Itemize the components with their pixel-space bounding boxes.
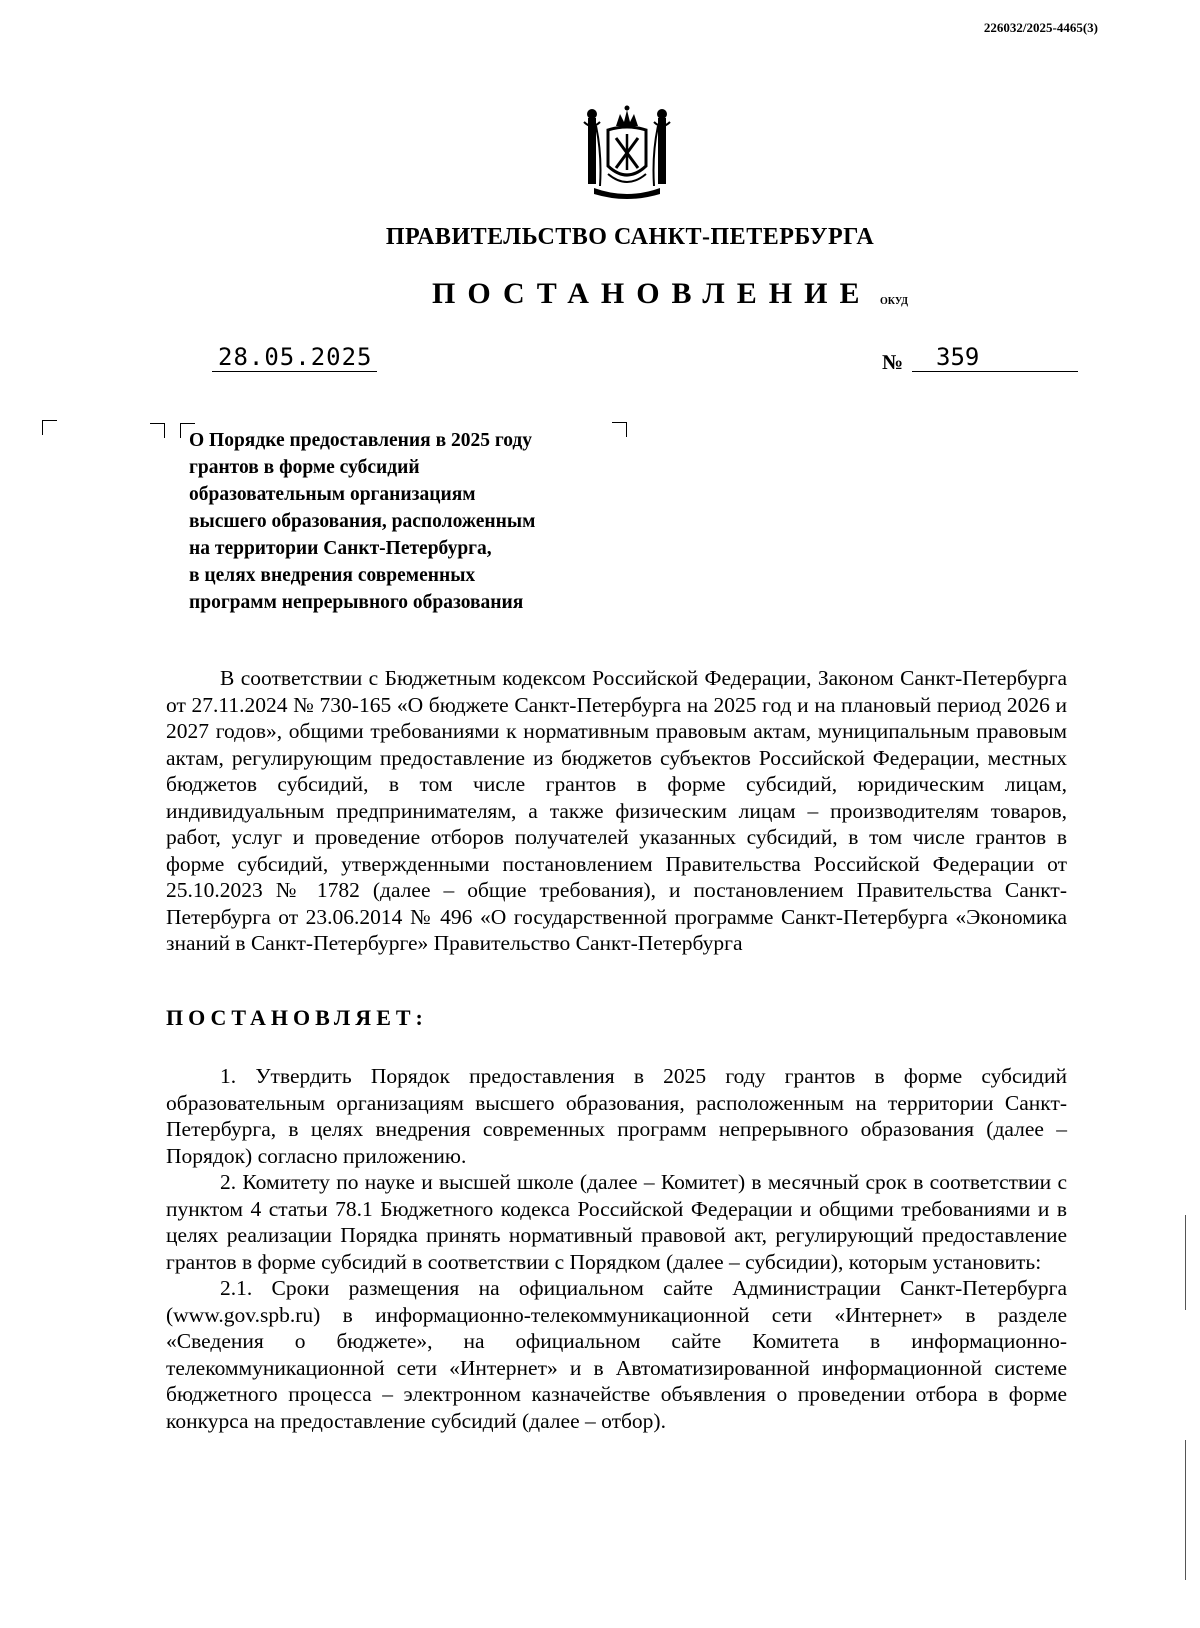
document-registration-number: 226032/2025-4465(3) xyxy=(983,20,1098,35)
preamble-paragraph: В соответствии с Бюджетным кодексом Российской Федерации, Законом Санкт-Петербурга от 27.11.2024 № 730-165 «О бюджете Санкт-Петербурга на 2025 год и на плановый период 2026 и 2027 годов», общими требованиями к нормативным правовым актам, муниципальным правовым актам, регулирующим предоставление из бюджетов субъектов Российской Федерации, местных бюджетов субсидий, в том числе грантов в форме субсидий, юридическим лицам, индивидуальным предпринимателям, а также физическим лицам – производителям товаров, работ, услуг и проведение отборов получателей указанных субсидий, в том числе грантов в форме субсидий, утвержденными постановлением Правительства Российской Федерации от 25.10.2023 № 1782 (далее – общие требования), и постановлением Правительства Санкт-Петербурга от 23.06.2014 № 496 «О государственной программе Санкт-Петербурга «Экономика знаний в Санкт-Петербурге» Правительство Санкт-Петербурга xyxy=(166,666,1067,955)
document-date: 28.05.2025 xyxy=(212,343,377,372)
document-subject xyxy=(189,427,629,616)
government-heading: ПРАВИТЕЛЬСТВО САНКТ-ПЕТЕРБУРГА xyxy=(385,224,875,250)
resolves-heading: ПОСТАНОВЛЯЕТ: xyxy=(166,1005,428,1030)
resolution-item: 2. Комитету по науке и высшей школе (далее – Комитет) в месячный срок в соответствии с пунктом 4 статьи 78.1 Бюджетного кодекса Российской Федерации и общими требованиями и в целях реализации Порядка принять нормативный правовой акт, регулирующий предоставление грантов в форме субсидий в соответствии с Порядком (далее – субсидии), которым установить: xyxy=(166,1170,1067,1274)
subject-line: высшего образования, расположенным xyxy=(189,511,536,532)
scan-edge-line xyxy=(1185,1440,1186,1580)
subject-line: образовательным организациям xyxy=(189,484,476,505)
number-label: № xyxy=(882,350,904,374)
subject-line: грантов в форме субсидий xyxy=(189,457,420,478)
resolution-item: 1. Утвердить Порядок предоставления в 2025 году грантов в форме субсидий образовательным организациям высшего образования, расположенным на территории Санкт-Петербурга, в целях внедрения современных программ непрерывного образования (далее – Порядок) согласно приложению. xyxy=(166,1064,1067,1168)
subject-line: на территории Санкт-Петербурга, xyxy=(189,538,492,559)
document-number: 359 xyxy=(912,343,1078,372)
resolution-item: 2.1. Сроки размещения на официальном сайте Администрации Санкт-Петербурга (www.gov.spb.ru) в информационно-телекоммуникационной сети «Интернет» в разделе «Сведения о бюджете», на официальном сайте Комитета в информационно-телекоммуникационной сети «Интернет» и в Автоматизированной информационной системе бюджетного процесса – электронном казначействе объявления о проведении отбора в форме конкурса на предоставление субсидий (далее – отбор). xyxy=(166,1276,1067,1433)
okud-label: ОКУД xyxy=(880,296,909,307)
subject-line: программ непрерывного образования xyxy=(189,592,524,613)
preamble-section xyxy=(166,665,1067,957)
subject-line: О Порядке предоставления в 2025 году xyxy=(189,430,533,451)
resolution-items xyxy=(166,1063,1067,1434)
document-type-heading: ПОСТАНОВЛЕНИЕ xyxy=(432,277,872,310)
scan-edge-line xyxy=(1185,1215,1186,1310)
coat-of-arms-icon xyxy=(578,104,676,204)
corner-mark xyxy=(42,420,57,435)
subject-line: в целях внедрения современных xyxy=(189,565,476,586)
corner-mark xyxy=(150,423,165,438)
